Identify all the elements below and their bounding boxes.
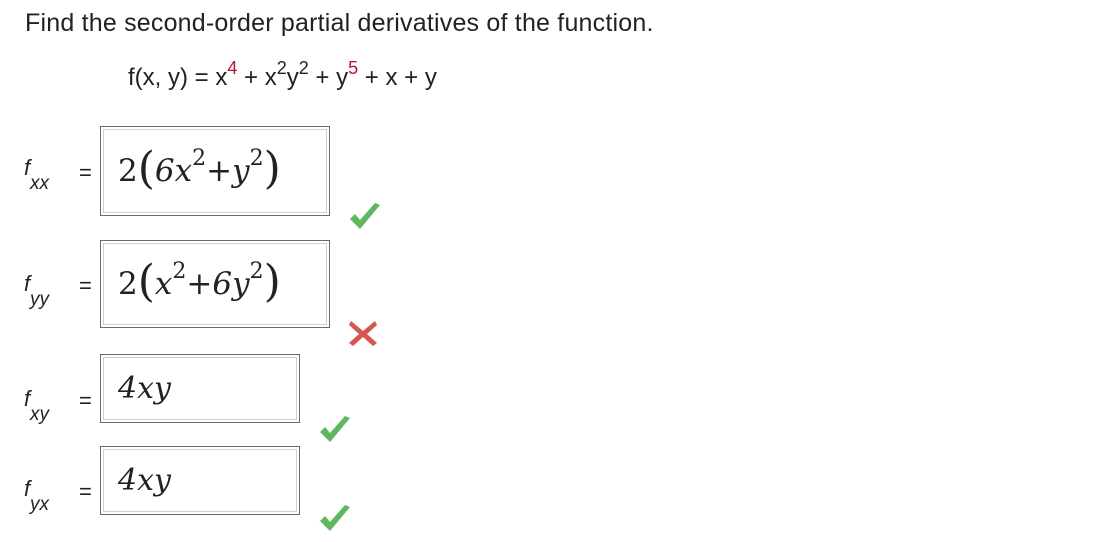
- function-exponent-x: 4: [227, 58, 238, 78]
- coefficient: 2: [118, 153, 138, 189]
- term-b-exponent: 2: [249, 258, 264, 284]
- answer-row-fxx: [0, 126, 1110, 216]
- equals-sign: =: [79, 273, 92, 298]
- answer-input-fyy[interactable]: [100, 240, 330, 328]
- term-a: x: [154, 266, 173, 302]
- plus-sign: +: [206, 153, 233, 189]
- plus-sign: +: [186, 266, 213, 302]
- derivative-function-symbol: f: [24, 155, 31, 180]
- term-b: y: [232, 153, 250, 189]
- derivative-label-fyy: [24, 271, 49, 310]
- right-paren: ): [263, 142, 281, 194]
- function-y-term: y: [286, 64, 299, 91]
- term-b-exponent: 2: [249, 145, 264, 171]
- derivative-function-symbol: f: [24, 476, 31, 501]
- term-a-exponent: 2: [172, 258, 187, 284]
- equals-sign: =: [79, 160, 92, 185]
- left-paren: (: [137, 255, 155, 307]
- term-a: 6x: [154, 153, 193, 189]
- equals-sign: =: [79, 388, 92, 413]
- answer-value: 4xy: [118, 371, 171, 406]
- question-prompt: Find the second-order partial derivatives of the function.: [25, 9, 654, 37]
- answer-row-fyx: [0, 446, 1110, 536]
- function-exponent-y5: 5: [348, 58, 359, 78]
- answer-content: [103, 243, 327, 325]
- answer-input-fxy[interactable]: [100, 354, 300, 423]
- term-a-exponent: 2: [192, 145, 207, 171]
- derivative-subscript: yx: [30, 494, 49, 515]
- derivative-subscript: xx: [30, 173, 49, 194]
- function-exponent-y2: 2: [298, 58, 309, 78]
- term-b: 6y: [212, 266, 250, 302]
- check-icon: [348, 202, 382, 232]
- function-tail: + x + y: [358, 64, 437, 91]
- check-icon: [318, 504, 352, 534]
- function-definition: [128, 58, 437, 92]
- right-paren: ): [263, 255, 281, 307]
- answer-content: [103, 449, 297, 512]
- x-icon: [346, 317, 380, 347]
- answer-row-fxy: [0, 354, 1110, 444]
- left-paren: (: [137, 142, 155, 194]
- check-icon: [318, 415, 352, 445]
- function-lhs: f(x, y) = x: [128, 64, 228, 91]
- answer-input-fyx[interactable]: [100, 446, 300, 515]
- equals-sign: =: [79, 479, 92, 504]
- function-exponent-x2: 2: [276, 58, 287, 78]
- derivative-subscript: yy: [30, 289, 49, 310]
- derivative-function-symbol: f: [24, 386, 31, 411]
- function-y-plus-term: + y: [308, 64, 349, 91]
- function-plus-term: + x: [237, 64, 277, 91]
- answer-content: [103, 129, 327, 213]
- derivative-subscript: xy: [30, 404, 49, 425]
- coefficient: 2: [118, 266, 138, 302]
- derivative-label-fxy: [24, 386, 49, 425]
- answer-content: [103, 357, 297, 420]
- answer-row-fyy: [0, 240, 1110, 330]
- answer-value: 4xy: [118, 463, 171, 498]
- derivative-function-symbol: f: [24, 271, 31, 296]
- derivative-label-fxx: [24, 155, 49, 194]
- answer-input-fxx[interactable]: [100, 126, 330, 216]
- derivative-label-fyx: [24, 476, 49, 515]
